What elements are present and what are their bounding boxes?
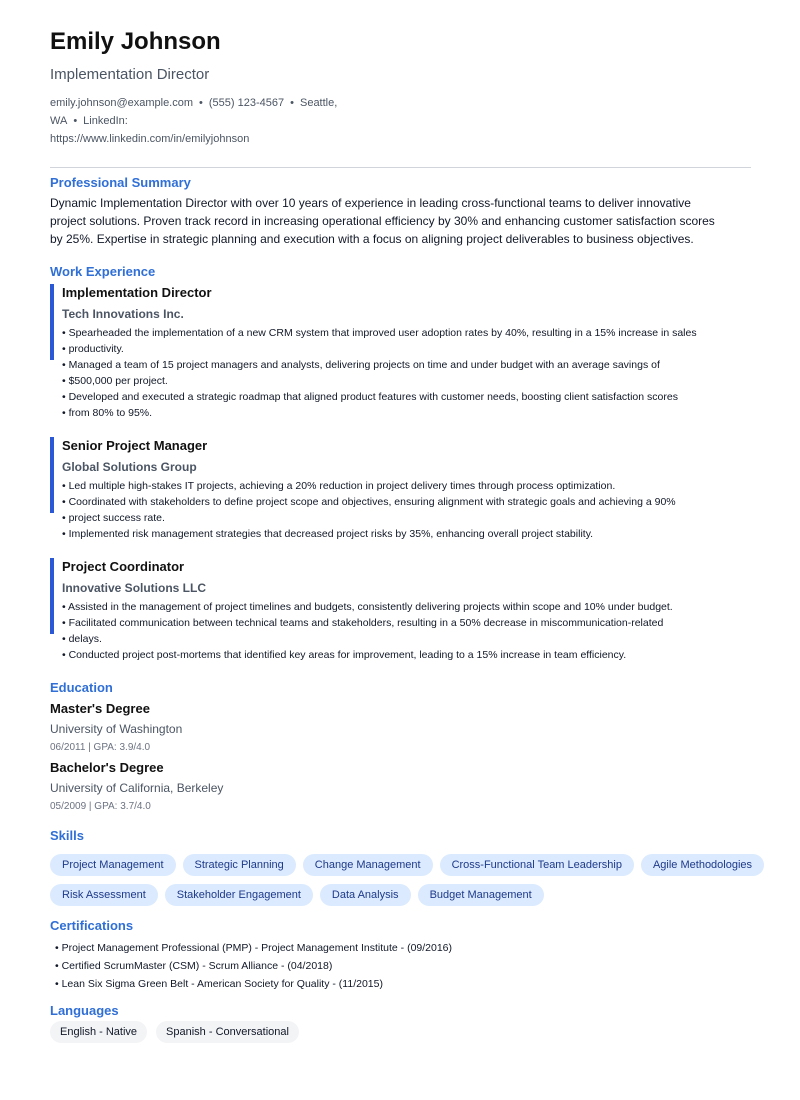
separator: •	[290, 97, 294, 109]
header-divider	[50, 167, 751, 168]
job-entry	[50, 284, 751, 421]
summary-line: by 25%. Expertise in strategic planning and execution with a focus on aligning project deliverables to business objectives.	[50, 232, 694, 246]
education-meta: 06/2011 | GPA: 3.9/4.0	[50, 742, 151, 753]
section-title-certifications: Certifications	[50, 918, 134, 933]
degree: Bachelor's Degree	[50, 760, 164, 775]
job-bullets	[62, 325, 751, 421]
separator: •	[73, 115, 78, 127]
job-bullets	[62, 478, 751, 542]
skill-chip: Agile Methodologies	[641, 854, 764, 876]
job-title: Project Coordinator	[62, 559, 185, 574]
company-name: Global Solutions Group	[62, 460, 197, 474]
job-role: Implementation Director	[50, 66, 210, 83]
name: Emily Johnson	[50, 28, 221, 55]
section-title-languages: Languages	[50, 1003, 119, 1018]
language-chip: Spanish - Conversational	[156, 1021, 299, 1043]
section-title-summary: Professional Summary	[50, 175, 191, 190]
job-title: Senior Project Manager	[62, 438, 208, 453]
education-entry	[50, 700, 751, 755]
job-accent-bar	[50, 437, 54, 513]
location: Seattle, WA	[50, 97, 338, 127]
section-title-experience: Work Experience	[50, 264, 156, 279]
linkedin-link[interactable]: https://www.linkedin.com/in/emilyjohnson	[50, 133, 250, 145]
skill-chip: Cross-Functional Team Leadership	[440, 854, 634, 876]
bullet-line: • productivity.	[62, 343, 124, 355]
email[interactable]: emily.johnson@example.com	[50, 97, 194, 109]
language-chip: English - Native	[50, 1021, 147, 1043]
section-title-education: Education	[50, 680, 113, 695]
job-accent-bar	[50, 284, 54, 360]
languages-list	[50, 1021, 751, 1043]
bullet-line: • $500,000 per project.	[62, 375, 168, 387]
summary-line: Dynamic Implementation Director with over 10 years of experience in leading cross-functional teams to deliver innovative	[50, 196, 691, 210]
degree: Master's Degree	[50, 701, 150, 716]
education-entry	[50, 759, 751, 814]
skills-list	[50, 854, 770, 906]
school: University of California, Berkeley	[50, 781, 224, 795]
skill-chip: Strategic Planning	[183, 854, 296, 876]
skill-chip: Budget Management	[418, 884, 544, 906]
certifications-list	[50, 939, 751, 993]
skill-chip: Change Management	[303, 854, 433, 876]
bullet-line: • Spearheaded the implementation of a new CRM system that improved user adoption rates by 40%, resulting in a 15% increase in sales	[62, 327, 697, 339]
certification-item: • Certified ScrumMaster (CSM) - Scrum Alliance - (04/2018)	[55, 960, 333, 972]
certification-item: • Project Management Professional (PMP) - Project Management Institute - (09/2016)	[55, 942, 453, 954]
certification-item: • Lean Six Sigma Green Belt - American Society for Quality - (11/2015)	[55, 978, 383, 990]
school: University of Washington	[50, 722, 183, 736]
summary-line: project solutions. Proven track record in increasing operational efficiency by 30% and enhancing customer satisfaction scores	[50, 214, 715, 228]
company-name: Innovative Solutions LLC	[62, 581, 207, 595]
job-accent-bar	[50, 558, 54, 634]
linkedin-label: LinkedIn:	[83, 115, 128, 127]
bullet-line: • project success rate.	[62, 512, 165, 524]
phone[interactable]: (555) 123-4567	[208, 97, 285, 109]
section-title-skills: Skills	[50, 828, 84, 843]
job-entry	[50, 558, 751, 663]
bullet-line: • delays.	[62, 633, 102, 645]
bullet-line: • from 80% to 95%.	[62, 407, 153, 419]
bullet-line: • Implemented risk management strategies that decreased project risks by 35%, enhancing overall project stability.	[62, 528, 594, 540]
bullet-line: • Coordinated with stakeholders to define project scope and objectives, ensuring alignment with strategic goals and achieving a 90%	[62, 496, 676, 508]
skill-chip: Project Management	[50, 854, 176, 876]
resume-page	[50, 28, 751, 1043]
bullet-line: • Assisted in the management of project timelines and budgets, consistently delivering projects within scope and 10% under budget.	[62, 601, 673, 613]
skill-chip: Stakeholder Engagement	[165, 884, 313, 906]
skill-chip: Data Analysis	[320, 884, 411, 906]
separator: •	[199, 97, 203, 109]
summary-text	[50, 194, 730, 248]
job-title: Implementation Director	[62, 285, 212, 300]
bullet-line: • Managed a team of 15 project managers and analysts, delivering projects on time and under budget with an average savings of	[62, 359, 660, 371]
job-entry	[50, 437, 751, 542]
skill-chip: Risk Assessment	[50, 884, 158, 906]
bullet-line: • Facilitated communication between technical teams and stakeholders, resulting in a 50% decrease in miscommunication-related	[62, 617, 664, 629]
bullet-line: • Conducted project post-mortems that identified key areas for improvement, leading to a 15% increase in team efficiency.	[62, 649, 627, 661]
bullet-line: • Led multiple high-stakes IT projects, achieving a 20% reduction in project delivery times through process optimization.	[62, 480, 616, 492]
bullet-line: • Developed and executed a strategic roadmap that aligned product features with customer needs, boosting client satisfaction scores	[62, 391, 678, 403]
company-name: Tech Innovations Inc.	[62, 307, 184, 321]
contact-info	[50, 94, 410, 148]
job-bullets	[62, 599, 751, 663]
education-meta: 05/2009 | GPA: 3.7/4.0	[50, 801, 151, 812]
